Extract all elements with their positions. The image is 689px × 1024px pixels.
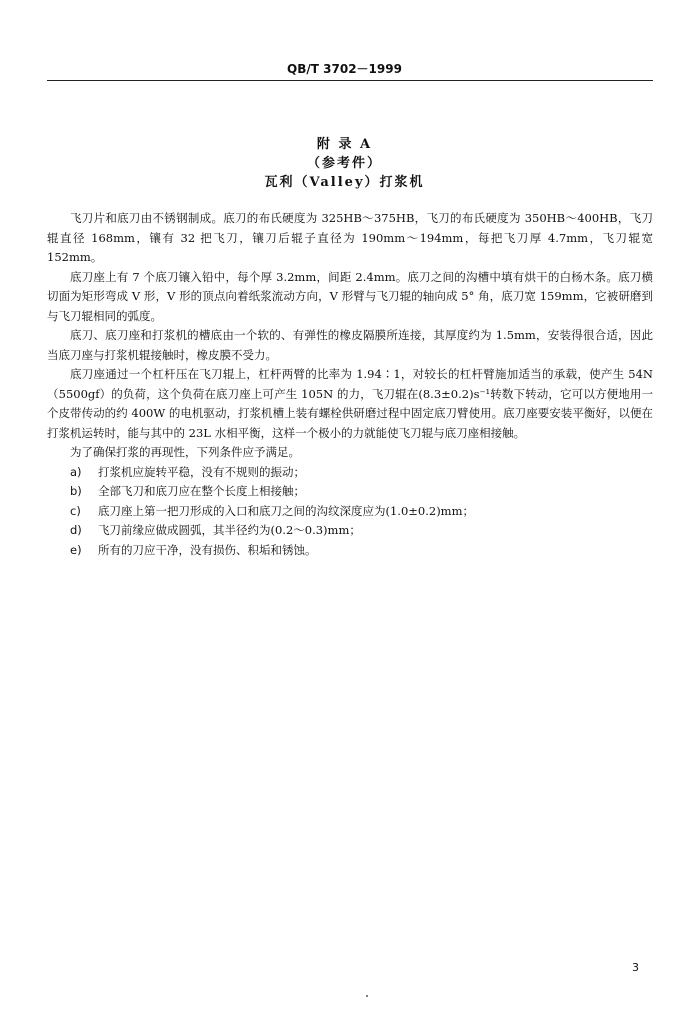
list-item-text: 所有的刀应干净，没有损伤、积垢和锈蚀。 [98,542,317,557]
list-item [47,482,653,502]
list-marker: e) [70,542,82,557]
paragraph: 飞刀片和底刀由不锈钢制成。底刀的布氏硬度为 325HB～375HB，飞刀的布氏硬度为 350HB～400HB，飞刀辊直径 168mm，镶有 32 把飞刀，镶刀后辊子直径为 190mm～194mm，每把飞刀厚 4.7mm，飞刀辊宽 152mm。 [47,211,653,264]
appendix-title: 瓦利（Valley）打浆机 [264,175,425,190]
appendix-body [47,209,653,560]
list-item [47,463,653,483]
list-item-text: 底刀座上第一把刀形成的入口和底刀之间的沟纹深度应为(1.0±0.2)mm； [98,503,474,518]
list-marker: d) [70,523,82,537]
document-code-header: QB/T 3702－1999 [287,62,402,76]
list-marker: c) [70,503,81,518]
list-marker: a) [70,464,82,479]
appendix-title-block [0,135,689,192]
list-item-text: 全部飞刀和底刀应在整个长度上相接触； [98,484,305,498]
appendix-note: （参考件） [306,156,382,171]
list-marker: b) [70,484,82,498]
paragraph: 底刀座通过一个杠杆压在飞刀辊上，杠杆两臂的比率为 1.94∶1，对较长的杠杆臂施加适当的承载，使产生 54N（5500gf）的负荷，这个负荷在底刀座上可产生 105N 的力，飞刀辊在(8.3±0.2)s⁻¹转数下转动，它可以方便地用一个皮带传动的约 400W 的电机驱动，打浆机槽上装有螺栓供研磨过程中固定底刀臂使用。底刀座要安装平衡好，以便在打浆机运转时，能与其中的 23L 水相平衡，这样一个极小的力就能使飞刀辊与底刀座相接触。 [47,367,653,440]
header-rule [47,80,653,81]
conditions-list [47,463,653,561]
list-item [47,521,653,541]
appendix-label: 附 录 A [316,137,373,152]
paragraph: 底刀座上有 7 个底刀镶入铅中，每个厚 3.2mm，间距 2.4mm。底刀之间的沟槽中填有烘干的白杨木条。底刀横切面为矩形弯成 V 形，V 形的顶点向着纸浆流动方向，V 形臂与飞刀辊的轴向成 5° 角，底刀宽 159mm，它被研磨到与飞刀辊相同的弧度。 [47,269,653,323]
paragraph: 底刀、底刀座和打浆机的槽底由一个软的、有弹性的橡皮隔膜所连接，其厚度约为 1.5mm，安装得很合适，因此当底刀座与打浆机辊接触时，橡皮膜不受力。 [47,328,653,362]
paragraph: 为了确保打浆的再现性，下列条件应予满足。 [70,445,300,459]
list-item-text: 打浆机应旋转平稳，没有不规则的振动； [98,464,305,479]
page-number: 3 [632,961,639,974]
list-item [47,541,653,561]
scan-speck [366,995,368,997]
list-item [47,502,653,522]
list-item-text: 飞刀前缘应做成圆弧，其半径约为(0.2～0.3)mm； [98,523,361,537]
